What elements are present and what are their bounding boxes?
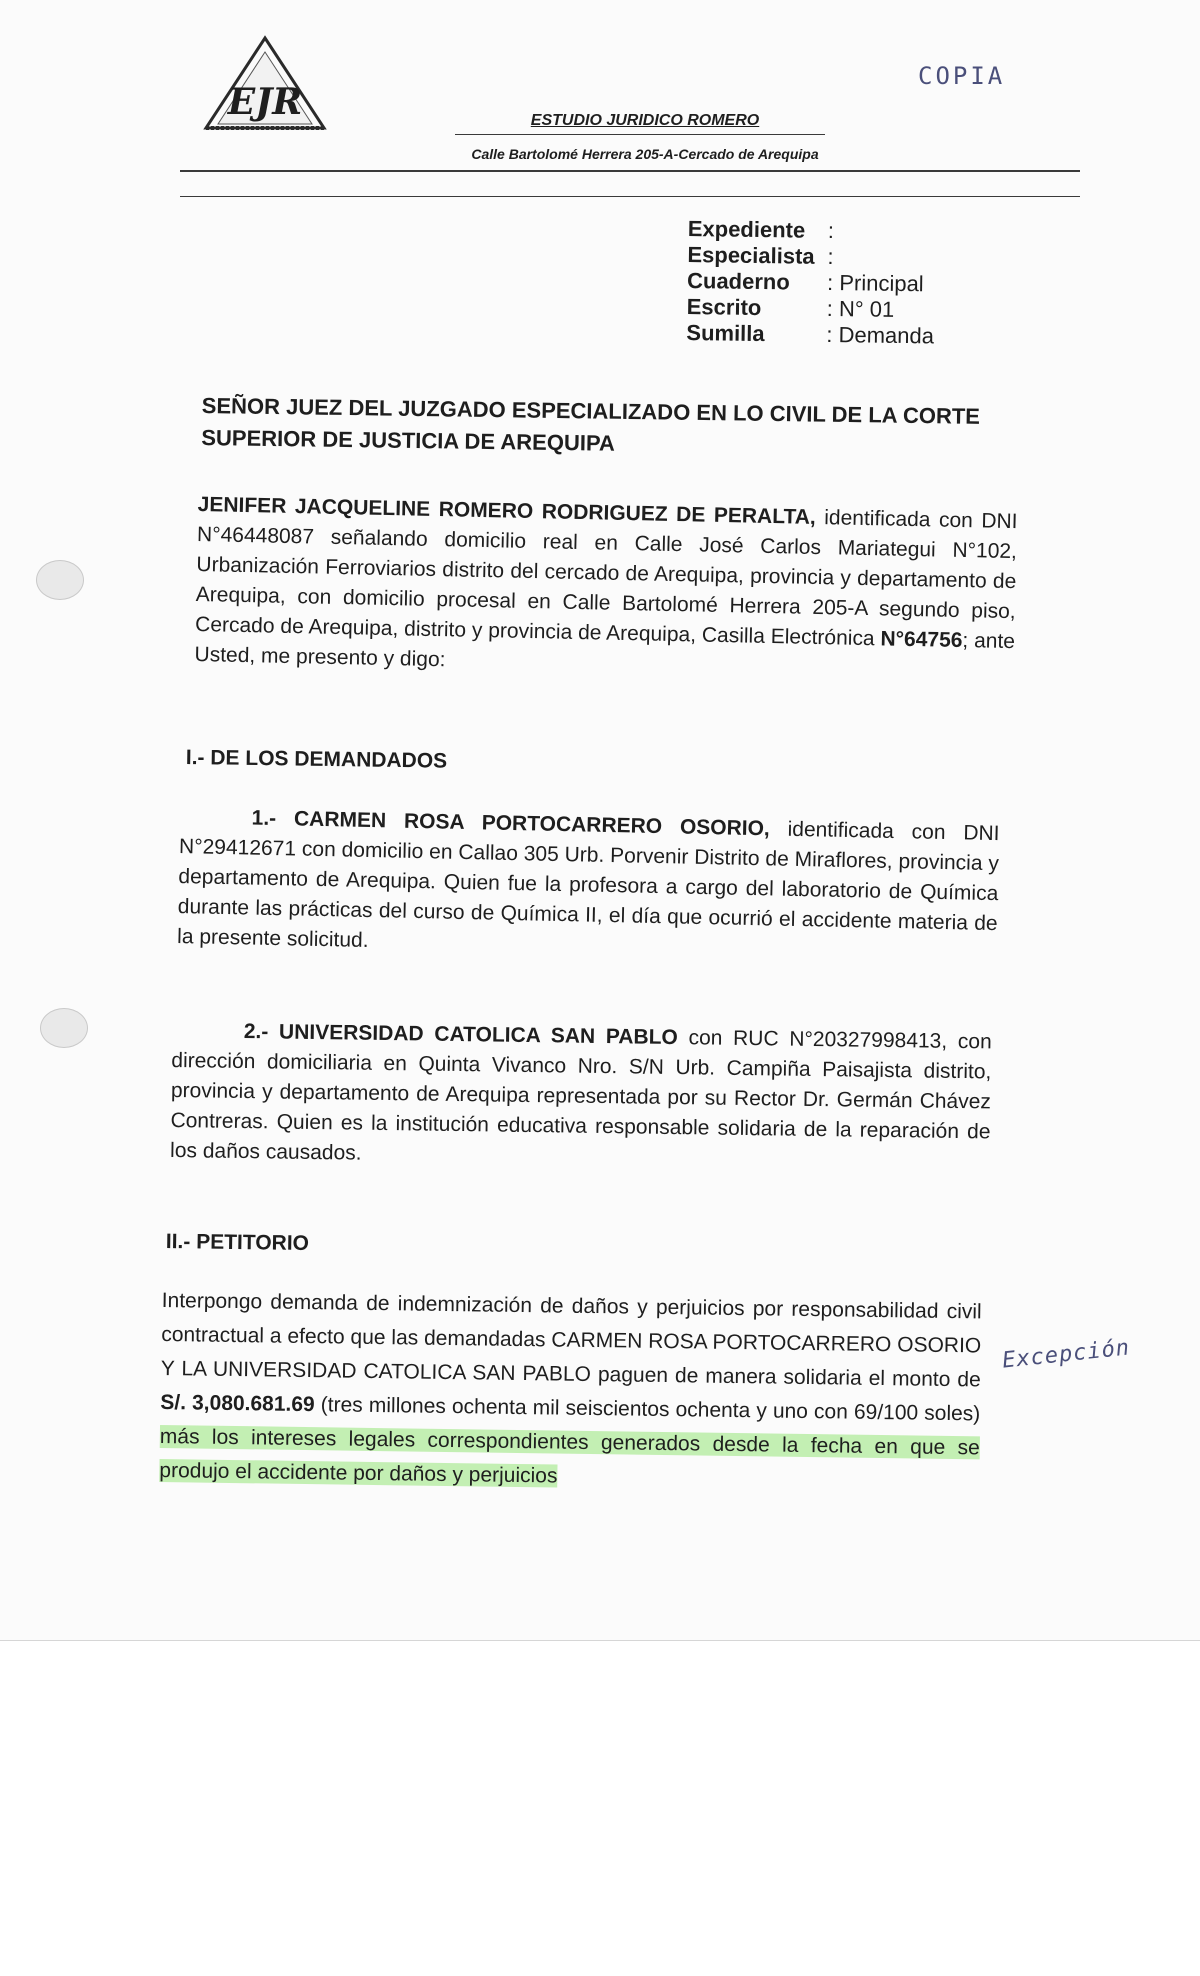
claim-amount: S/. 3,080.681.69 <box>160 1390 315 1417</box>
firm-address: Calle Bartolomé Herrera 205-A-Cercado de Arequipa <box>471 146 819 162</box>
meta-label: Escrito <box>686 293 762 321</box>
meta-value: : Demanda <box>826 321 935 349</box>
meta-row-expediente <box>688 216 936 245</box>
meta-value: : N° 01 <box>826 295 895 322</box>
firm-name: ESTUDIO JURIDICO ROMERO <box>530 112 760 129</box>
meta-value: : <box>827 217 835 244</box>
case-metadata <box>686 216 935 349</box>
meta-label: Sumilla <box>686 319 765 347</box>
header-rule-bottom <box>180 196 1080 197</box>
section-heading-demandados: I.- DE LOS DEMANDADOS <box>185 746 448 773</box>
defendant-2-name: 2.- UNIVERSIDAD CATOLICA SAN PABLO <box>243 1020 678 1050</box>
firm-logo-icon <box>200 34 330 132</box>
defendant-2-text: con RUC N°20327998413, con dirección domiciliaria en Quinta Vivanco Nro. S/N Urb. Campiña Paisajista distrito, provincia y departamento de Arequipa representada por su Rector Dr. Germán Chávez Contreras. Quien es la institución educativa responsable solidaria de la reparación de los daños causados. <box>169 1026 992 1165</box>
meta-row-sumilla <box>686 320 934 349</box>
logo-text: EJR <box>227 81 303 123</box>
meta-label: Especialista <box>687 241 815 269</box>
plaintiff-name: JENIFER JACQUELINE ROMERO RODRIGUEZ DE PERALTA, <box>197 492 816 529</box>
defendant-item-1 <box>177 802 1000 969</box>
defendant-1-name: 1.- CARMEN ROSA PORTOCARRERO OSORIO, <box>251 806 771 841</box>
meta-row-cuaderno <box>687 268 935 297</box>
defendant-1-text: identificada con DNI N°29412671 con domicilio en Callao 305 Urb. Porvenir Distrito de Miraflores, provincia y departamento de Arequipa. Quien fue la profesora a cargo del laboratorio de Química durante las prácticas del curso de Química II, el día que ocurrió el accidente materia de la presente solicitud. <box>176 817 1000 952</box>
petition-paragraph <box>159 1284 982 1499</box>
margin-note: Excepción <box>1001 1335 1132 1374</box>
section-heading-petitorio: II.- PETITORIO <box>165 1230 310 1255</box>
meta-row-especialista <box>687 242 935 271</box>
header-rule-top <box>180 170 1080 172</box>
meta-label: Expediente <box>687 216 806 243</box>
copy-mark: COPIA <box>918 62 1006 90</box>
intro-paragraph <box>194 490 1018 687</box>
meta-value: : Principal <box>826 269 924 297</box>
punch-hole-bottom <box>40 1008 88 1048</box>
petition-text-b: (tres millones ochenta mil seiscientos ochenta y uno con 69/100 soles) <box>314 1393 981 1426</box>
meta-row-escrito <box>687 294 935 323</box>
intro-text: identificada con DNI N°46448087 señalando domicilio real en Calle José Carlos Mariategui N°102, Urbanización Ferroviarios distrito del cercado de Arequipa, provincia y departamento de Arequipa, con domicilio procesal en Calle Bartolomé Herrera 205-A segundo piso, Cercado de Arequipa, distrito y provincia de Arequipa, Casilla Electrónica <box>194 505 1018 651</box>
highlighted-passage: más los intereses legales correspondientes generados desde la fecha en que se produjo el accidente por daños y perjuicios <box>159 1424 980 1488</box>
letterhead-underline <box>455 134 825 135</box>
addressee: SEÑOR JUEZ DEL JUZGADO ESPECIALIZADO EN LO CIVIL DE LA CORTE SUPERIOR DE JUSTICIA DE AREQUIPA <box>201 392 981 456</box>
punch-hole-top <box>36 560 84 600</box>
meta-label: Cuaderno <box>686 267 790 295</box>
meta-value: : <box>827 243 834 270</box>
defendant-item-2 <box>170 1016 992 1177</box>
petition-text-a: Interpongo demanda de indemnización de daños y perjuicios por responsabilidad civil contractual a efecto que las demandadas CARMEN ROSA PORTOCARRERO OSORIO Y LA UNIVERSIDAD CATOLICA SAN PABLO paguen de manera solidaria el monto de <box>160 1288 982 1392</box>
intro-tail: ; ante Usted, me presento y digo: <box>194 629 1016 672</box>
casilla-number: N°64756 <box>880 627 963 653</box>
